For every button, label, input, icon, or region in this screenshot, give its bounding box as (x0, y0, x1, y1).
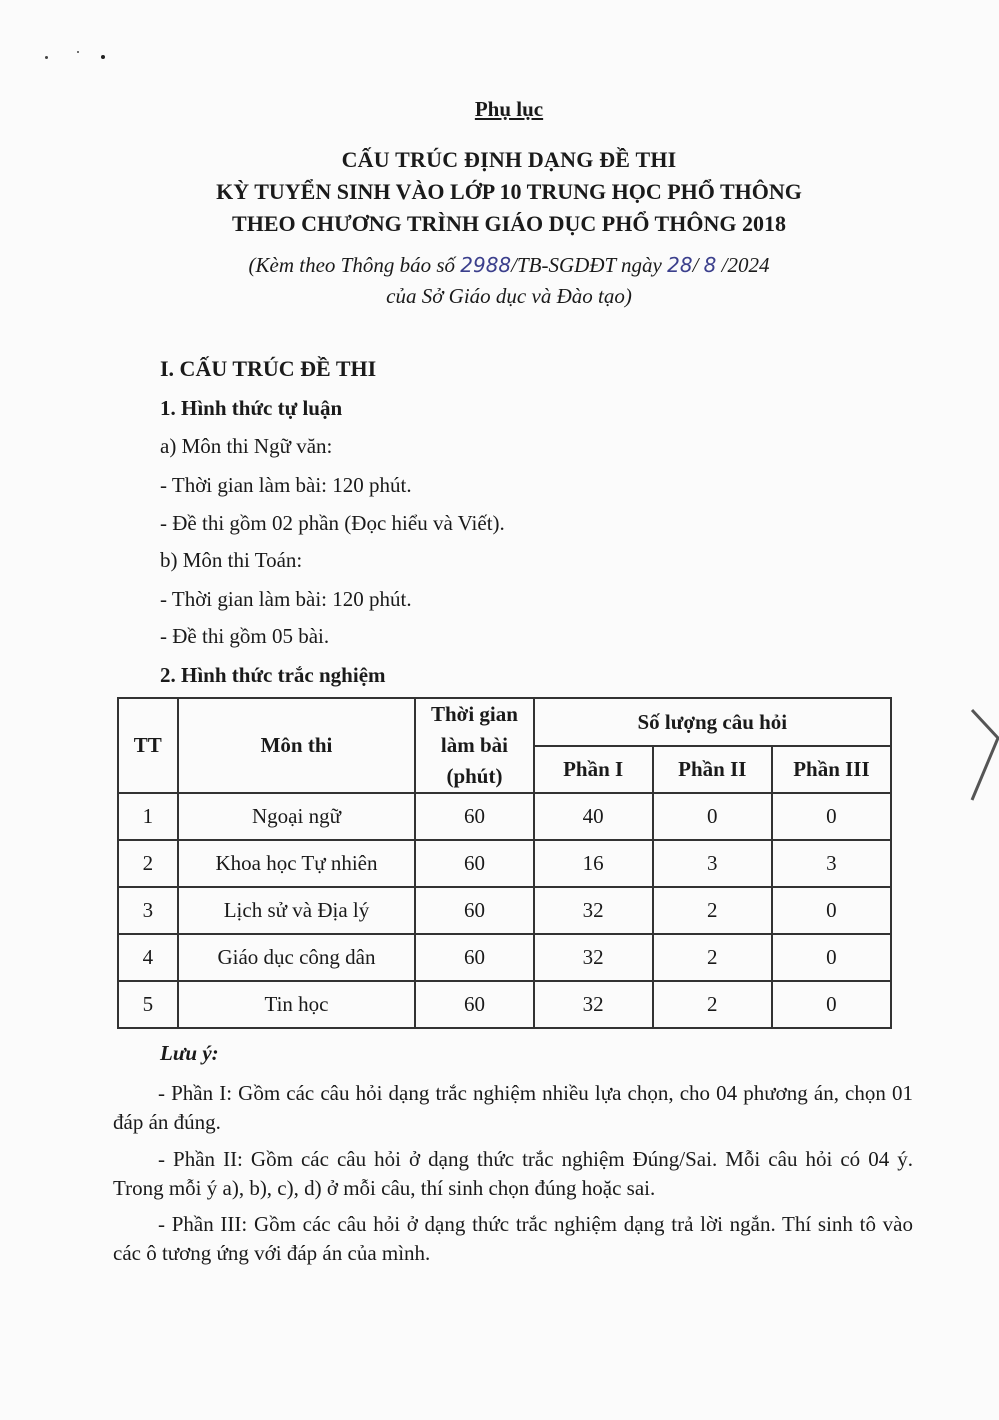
subtitle-part: / (692, 253, 704, 277)
chevron-right-icon[interactable] (970, 708, 999, 802)
cell-part2: 3 (653, 840, 772, 887)
cell-part3: 0 (772, 793, 891, 840)
subtitle-part: /TB-SGDĐT ngày (511, 253, 668, 277)
subtitle-part: (Kèm theo Thông báo số (248, 253, 461, 277)
document-subtitle (0, 253, 999, 278)
header-tt: TT (118, 698, 178, 793)
cell-tt: 5 (118, 981, 178, 1028)
scan-speck (101, 55, 105, 59)
note-text: - Phần I: Gồm các câu hỏi dạng trắc nghiệm nhiều lựa chọn, cho 04 phương án, chọn 01 đáp án đúng. (113, 1081, 913, 1134)
appendix-label: Phụ lục (474, 97, 544, 121)
math-time: - Thời gian làm bài: 120 phút. (160, 587, 412, 611)
cell-part2: 2 (653, 934, 772, 981)
cell-tt: 3 (118, 887, 178, 934)
table-row (118, 793, 891, 840)
header-subject: Môn thi (178, 698, 416, 793)
cell-subject: Tin học (178, 981, 416, 1028)
mcq-heading: 2. Hình thức trắc nghiệm (160, 663, 386, 687)
cell-part3: 3 (772, 840, 891, 887)
section-heading: I. CẤU TRÚC ĐỀ THI (160, 356, 377, 381)
cell-part1: 16 (534, 840, 653, 887)
cell-part1: 32 (534, 934, 653, 981)
cell-tt: 2 (118, 840, 178, 887)
cell-subject: Khoa học Tự nhiên (178, 840, 416, 887)
cell-part2: 2 (653, 887, 772, 934)
note-part2 (113, 1145, 913, 1203)
cell-part1: 32 (534, 887, 653, 934)
note-part1 (113, 1079, 913, 1137)
subtitle-part: /2024 (716, 253, 770, 277)
table-header-row (118, 698, 891, 746)
essay-heading: 1. Hình thức tự luận (160, 396, 343, 420)
literature-parts: - Đề thi gồm 02 phần (Đọc hiểu và Viết). (160, 511, 505, 535)
cell-tt: 1 (118, 793, 178, 840)
cell-tt: 4 (118, 934, 178, 981)
literature-label: a) Môn thi Ngữ văn: (160, 434, 333, 458)
math-label: b) Môn thi Toán: (160, 548, 303, 572)
scan-speck (45, 56, 48, 59)
document-title-line2: KỲ TUYỂN SINH VÀO LỚP 10 TRUNG HỌC PHỔ THÔNG (216, 179, 802, 204)
chevron-stroke (972, 710, 998, 800)
table-row (118, 887, 891, 934)
note-text: - Phần III: Gồm các câu hỏi ở dạng thức trắc nghiệm dạng trả lời ngắn. Thí sinh tô vào các ô tương ứng với đáp án của mình. (113, 1212, 913, 1265)
cell-subject: Ngoại ngữ (178, 793, 416, 840)
cell-part3: 0 (772, 934, 891, 981)
handwritten-notice-number: 2988 (460, 253, 512, 277)
cell-time: 60 (415, 887, 533, 934)
cell-time: 60 (415, 981, 533, 1028)
cell-part2: 0 (653, 793, 772, 840)
handwritten-day: 28 (667, 253, 693, 277)
header-question-count: Số lượng câu hỏi (534, 698, 891, 746)
notes-heading: Lưu ý: (160, 1041, 219, 1065)
table-row (118, 934, 891, 981)
header-part2: Phần II (653, 746, 772, 793)
cell-subject: Giáo dục công dân (178, 934, 416, 981)
cell-part3: 0 (772, 887, 891, 934)
document-subtitle-line2: của Sở Giáo dục và Đào tạo) (386, 284, 632, 308)
document-title-line3: THEO CHƯƠNG TRÌNH GIÁO DỤC PHỔ THÔNG 2018 (232, 211, 786, 236)
table-row (118, 840, 891, 887)
note-part3 (113, 1210, 913, 1268)
cell-part1: 40 (534, 793, 653, 840)
cell-time: 60 (415, 934, 533, 981)
cell-subject: Lịch sử và Địa lý (178, 887, 416, 934)
cell-part2: 2 (653, 981, 772, 1028)
table-row (118, 981, 891, 1028)
cell-time: 60 (415, 793, 533, 840)
scan-speck (77, 51, 79, 53)
exam-structure-table (117, 697, 892, 1029)
handwritten-month: 8 (703, 253, 717, 277)
cell-time: 60 (415, 840, 533, 887)
document-title-line1: CẤU TRÚC ĐỊNH DẠNG ĐỀ THI (341, 147, 677, 172)
header-time: Thời gian làm bài (phút) (415, 698, 533, 793)
cell-part3: 0 (772, 981, 891, 1028)
header-part3: Phần III (772, 746, 891, 793)
math-parts: - Đề thi gồm 05 bài. (160, 624, 330, 648)
cell-part1: 32 (534, 981, 653, 1028)
literature-time: - Thời gian làm bài: 120 phút. (160, 473, 412, 497)
note-text: - Phần II: Gồm các câu hỏi ở dạng thức trắc nghiệm Đúng/Sai. Mỗi câu hỏi có 04 ý. Trong mỗi ý a), b), c), d) ở mỗi câu, thí sinh chọn đúng hoặc sai. (113, 1147, 913, 1200)
header-part1: Phần I (534, 746, 653, 793)
